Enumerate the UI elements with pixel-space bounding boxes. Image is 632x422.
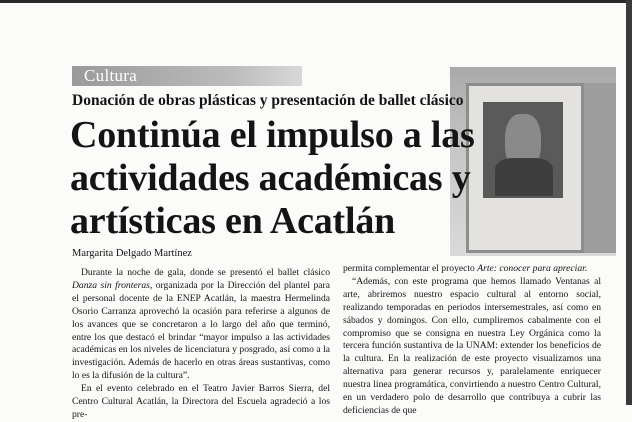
text-run: , organizada por la Dirección del plantel para el personal docente de la ENEP Acatlán, la maestra Hermelinda Osorio Carranza aprovechó la ocasión para referirse a algunos de los avances que se concretaron a lo largo del año que terminó, entre los que destacó el brindar “mayor impulso a las actividades académicas en los niveles de licenciatura y posgrado, así como a la investigación. Además de hacerlo en otras áreas sustantivas, como lo es la difusión de la cultura”. [72, 279, 330, 382]
text-run: permita complementar el proyecto [343, 263, 478, 274]
headline-line-2: actividades académicas y [70, 157, 471, 199]
paragraph: “Además, con este programa que hemos llamado Ventanas al arte, abriremos nuestro espacio cultural al entorno social, realizando temporadas en periodos intersemestrales, así como en sábados y domingos. Con ello, cumpliremos cabalmente con el compromiso que se consigna en nuestra Ley Orgánica como la tercera función sustantiva de la UNAM: extender los beneficios de la cultura. En la realización de este proyecto visualizamos una alternativa para generar recursos y, paralelamente enriquecer nuestra línea programática, convirtiendo a nuestro Centro Cultural, en un verdadero polo de desarrollo que contribuya a cubrir las deficiencias de que [343, 275, 601, 416]
article-column-1 [72, 267, 330, 422]
painting-figure [495, 158, 553, 196]
headline [70, 114, 490, 243]
page-edge-top [0, 0, 632, 3]
photo-shadow [584, 83, 616, 253]
page-edge-right [626, 0, 632, 405]
headline-line-1: Continúa el impulso a las [70, 114, 475, 156]
text-run: Durante la noche de gala, donde se presentó el ballet clásico [81, 267, 330, 278]
paragraph [72, 267, 330, 383]
project-title: Arte: conocer para apreciar. [477, 263, 588, 274]
paragraph: En el evento celebrado en el Teatro Javier Barros Sierra, del Centro Cultural Acatlán, la Directora del Escuela agradeció a los pre- [72, 383, 330, 420]
painting [483, 102, 563, 198]
article-column-2 [343, 263, 601, 418]
subheadline: Donación de obras plásticas y presentación de ballet clásico [72, 92, 464, 109]
show-title: Danza sin fronteras [72, 279, 150, 291]
section-label: Cultura [84, 66, 138, 85]
headline-line-3: artísticas en Acatlán [70, 200, 396, 242]
paragraph [343, 263, 601, 276]
byline: Margarita Delgado Martínez [72, 248, 192, 259]
